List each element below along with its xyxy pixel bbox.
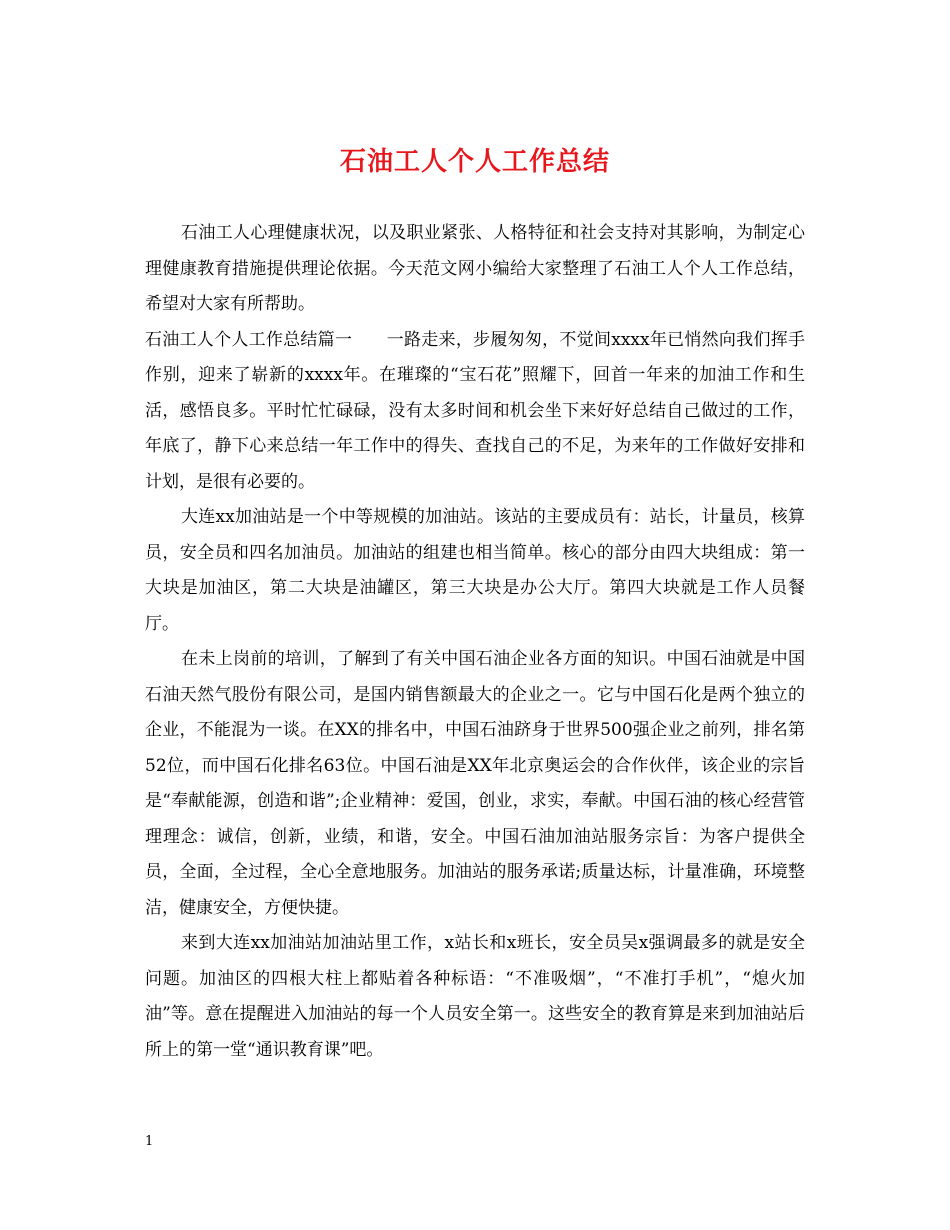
document-body <box>145 216 805 1068</box>
paragraph-safety: 来到大连xx加油站加油站里工作，x站长和x班长，安全员吴x强调最多的就是安全问题。加油区的四根大柱上都贴着各种标语：“不准吸烟”，“不准打手机”，“熄火加油”等。意在提醒进入加油站的每一个人员安全第一。这些安全的教育算是来到加油站后所上的第一堂“通识教育课”吧。 <box>145 933 805 1060</box>
paragraph-training: 在未上岗前的培训，了解到了有关中国石油企业各方面的知识。中国石油就是中国石油天然气股份有限公司，是国内销售额最大的企业之一。它与中国石化是两个独立的企业，不能混为一谈。在XX的排名中，中国石油跻身于世界500强企业之前列，排名第52位，而中国石化排名63位。中国石油是XX年北京奥运会的合作伙伴，该企业的宗旨是“奉献能源，创造和谐”;企业精神：爱国，创业，求实，奉献。中国石油的核心经营管理理念：诚信，创新，业绩，和谐，安全。中国石油加油站服务宗旨：为客户提供全员，全面，全过程，全心全意地服务。加油站的服务承诺;质量达标，计量准确，环境整洁，健康安全，方便快捷。 <box>145 649 805 918</box>
paragraph-section-one: 石油工人个人工作总结篇一 一路走来，步履匆匆，不觉间xxxx年已悄然向我们挥手作别，迎来了崭新的xxxx年。在璀璨的“宝石花”照耀下，回首一年来的加油工作和生活，感悟良多。平时忙忙碌碌，没有太多时间和机会坐下来好好总结自己做过的工作，年底了，静下心来总结一年工作中的得失、查找自己的不足，为来年的工作做好安排和计划，是很有必要的。 <box>145 329 805 492</box>
page-number: 1 <box>145 1134 154 1149</box>
paragraph-station-overview: 大连xx加油站是一个中等规模的加油站。该站的主要成员有：站长，计量员，核算员，安全员和四名加油员。加油站的组建也相当简单。核心的部分由四大块组成：第一大块是加油区，第二大块是油罐区，第三大块是办公大厅。第四大块就是工作人员餐厅。 <box>145 507 805 634</box>
document-title: 石油工人个人工作总结 <box>339 147 610 177</box>
paragraph-intro: 石油工人心理健康状况，以及职业紧张、人格特征和社会支持对其影响，为制定心理健康教育措施提供理论依据。今天范文网小编给大家整理了石油工人个人工作总结，希望对大家有所帮助。 <box>145 223 805 314</box>
